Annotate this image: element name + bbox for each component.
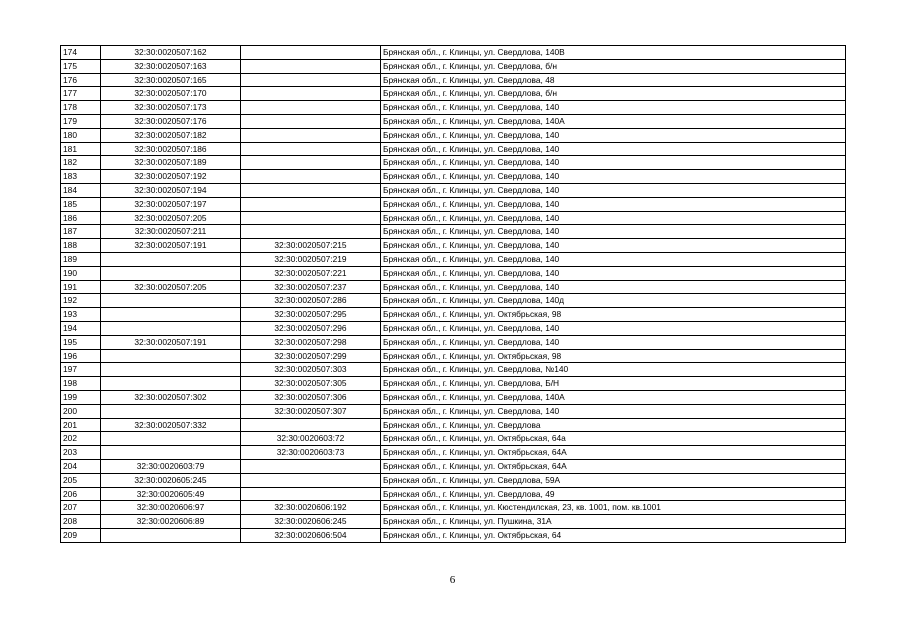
row-number-cell: 204: [61, 459, 101, 473]
address-cell: Брянская обл., г. Клинцы, ул. Свердлова, 140д: [381, 294, 846, 308]
table-row: [61, 349, 846, 363]
address-cell: Брянская обл., г. Клинцы, ул. Октябрьская, 64А: [381, 446, 846, 460]
address-cell: Брянская обл., г. Клинцы, ул. Кюстендилская, 23, кв. 1001, пом. кв.1001: [381, 501, 846, 515]
cadastral-number-cell: 32:30:0020507:191: [101, 239, 241, 253]
address-cell: Брянская обл., г. Клинцы, ул. Свердлова, 140А: [381, 114, 846, 128]
cadastral-number-2-cell: [241, 156, 381, 170]
cadastral-number-cell: [101, 308, 241, 322]
address-cell: Брянская обл., г. Клинцы, ул. Октябрьская, 98: [381, 308, 846, 322]
cadastral-number-2-cell: [241, 197, 381, 211]
cadastral-number-cell: [101, 432, 241, 446]
cadastral-number-2-cell: [241, 418, 381, 432]
row-number-cell: 197: [61, 363, 101, 377]
row-number-cell: 174: [61, 46, 101, 60]
cadastral-number-cell: 32:30:0020606:89: [101, 515, 241, 529]
address-cell: Брянская обл., г. Клинцы, ул. Октябрьская, 64: [381, 528, 846, 542]
address-cell: Брянская обл., г. Клинцы, ул. Свердлова: [381, 418, 846, 432]
cadastral-number-cell: 32:30:0020507:176: [101, 114, 241, 128]
row-number-cell: 193: [61, 308, 101, 322]
address-cell: Брянская обл., г. Клинцы, ул. Октябрьская, 64а: [381, 432, 846, 446]
cadastral-number-cell: 32:30:0020507:186: [101, 142, 241, 156]
cadastral-number-cell: [101, 528, 241, 542]
cadastral-number-2-cell: [241, 73, 381, 87]
table-row: [61, 363, 846, 377]
row-number-cell: 191: [61, 280, 101, 294]
row-number-cell: 189: [61, 252, 101, 266]
address-cell: Брянская обл., г. Клинцы, ул. Свердлова, 140В: [381, 46, 846, 60]
address-cell: Брянская обл., г. Клинцы, ул. Свердлова, 140: [381, 321, 846, 335]
row-number-cell: 209: [61, 528, 101, 542]
cadastral-number-2-cell: 32:30:0020507:303: [241, 363, 381, 377]
cadastral-number-2-cell: 32:30:0020603:73: [241, 446, 381, 460]
table-row: [61, 225, 846, 239]
address-cell: Брянская обл., г. Клинцы, ул. Свердлова, 59А: [381, 473, 846, 487]
address-cell: Брянская обл., г. Клинцы, ул. Свердлова, №140: [381, 363, 846, 377]
address-cell: Брянская обл., г. Клинцы, ул. Свердлова, 140: [381, 101, 846, 115]
table-row: [61, 101, 846, 115]
cadastral-number-2-cell: 32:30:0020507:296: [241, 321, 381, 335]
row-number-cell: 179: [61, 114, 101, 128]
address-cell: Брянская обл., г. Клинцы, ул. Свердлова, 140: [381, 128, 846, 142]
row-number-cell: 181: [61, 142, 101, 156]
row-number-cell: 178: [61, 101, 101, 115]
row-number-cell: 200: [61, 404, 101, 418]
cadastral-number-cell: 32:30:0020507:194: [101, 183, 241, 197]
row-number-cell: 175: [61, 59, 101, 73]
row-number-cell: 190: [61, 266, 101, 280]
table-row: [61, 266, 846, 280]
table-row: [61, 528, 846, 542]
address-cell: Брянская обл., г. Клинцы, ул. Свердлова, 140: [381, 170, 846, 184]
cadastral-number-2-cell: [241, 487, 381, 501]
table-row: [61, 390, 846, 404]
address-cell: Брянская обл., г. Клинцы, ул. Свердлова, 140: [381, 156, 846, 170]
table-row: [61, 59, 846, 73]
table-row: [61, 487, 846, 501]
address-cell: Брянская обл., г. Клинцы, ул. Свердлова, 140: [381, 335, 846, 349]
row-number-cell: 199: [61, 390, 101, 404]
cadastral-number-cell: 32:30:0020606:97: [101, 501, 241, 515]
cadastral-number-cell: 32:30:0020507:302: [101, 390, 241, 404]
table-row: [61, 128, 846, 142]
cadastral-number-2-cell: [241, 46, 381, 60]
row-number-cell: 186: [61, 211, 101, 225]
row-number-cell: 192: [61, 294, 101, 308]
cadastral-number-2-cell: [241, 101, 381, 115]
table-row: [61, 321, 846, 335]
cadastral-number-2-cell: [241, 211, 381, 225]
table-row: [61, 211, 846, 225]
cadastral-number-cell: 32:30:0020507:192: [101, 170, 241, 184]
cadastral-number-cell: 32:30:0020507:211: [101, 225, 241, 239]
row-number-cell: 207: [61, 501, 101, 515]
cadastral-number-2-cell: 32:30:0020507:295: [241, 308, 381, 322]
cadastral-number-cell: 32:30:0020603:79: [101, 459, 241, 473]
table-row: [61, 418, 846, 432]
address-cell: Брянская обл., г. Клинцы, ул. Свердлова, б/н: [381, 59, 846, 73]
row-number-cell: 176: [61, 73, 101, 87]
address-cell: Брянская обл., г. Клинцы, ул. Свердлова, 49: [381, 487, 846, 501]
row-number-cell: 188: [61, 239, 101, 253]
table-row: [61, 446, 846, 460]
cadastral-number-cell: [101, 377, 241, 391]
table-row: [61, 73, 846, 87]
cadastral-number-cell: 32:30:0020507:189: [101, 156, 241, 170]
row-number-cell: 184: [61, 183, 101, 197]
row-number-cell: 195: [61, 335, 101, 349]
cadastral-number-cell: [101, 252, 241, 266]
cadastral-number-2-cell: [241, 170, 381, 184]
address-cell: Брянская обл., г. Клинцы, ул. Октябрьская, 64А: [381, 459, 846, 473]
cadastral-number-cell: 32:30:0020507:205: [101, 211, 241, 225]
cadastral-number-2-cell: 32:30:0020507:299: [241, 349, 381, 363]
cadastral-number-2-cell: 32:30:0020507:237: [241, 280, 381, 294]
cadastral-number-cell: 32:30:0020507:165: [101, 73, 241, 87]
address-cell: Брянская обл., г. Клинцы, ул. Пушкина, 31А: [381, 515, 846, 529]
row-number-cell: 202: [61, 432, 101, 446]
cadastral-number-2-cell: [241, 114, 381, 128]
table-row: [61, 183, 846, 197]
cadastral-number-2-cell: [241, 87, 381, 101]
cadastral-number-2-cell: 32:30:0020507:219: [241, 252, 381, 266]
cadastral-number-2-cell: 32:30:0020603:72: [241, 432, 381, 446]
address-cell: Брянская обл., г. Клинцы, ул. Свердлова, 140: [381, 211, 846, 225]
address-cell: Брянская обл., г. Клинцы, ул. Свердлова, 48: [381, 73, 846, 87]
table-row: [61, 280, 846, 294]
address-cell: Брянская обл., г. Клинцы, ул. Свердлова, 140: [381, 197, 846, 211]
row-number-cell: 206: [61, 487, 101, 501]
cadastral-number-cell: [101, 404, 241, 418]
table-row: [61, 197, 846, 211]
table-row: [61, 46, 846, 60]
page-number: 6: [449, 574, 456, 586]
cadastral-number-cell: 32:30:0020507:182: [101, 128, 241, 142]
row-number-cell: 198: [61, 377, 101, 391]
table-row: [61, 142, 846, 156]
row-number-cell: 183: [61, 170, 101, 184]
cadastral-number-cell: 32:30:0020507:197: [101, 197, 241, 211]
row-number-cell: 194: [61, 321, 101, 335]
land-plots-table: [60, 45, 846, 543]
table-row: [61, 87, 846, 101]
table-row: [61, 308, 846, 322]
table-row: [61, 156, 846, 170]
address-cell: Брянская обл., г. Клинцы, ул. Свердлова, 140А: [381, 390, 846, 404]
cadastral-number-cell: [101, 266, 241, 280]
cadastral-number-2-cell: 32:30:0020507:298: [241, 335, 381, 349]
cadastral-number-cell: 32:30:0020507:162: [101, 46, 241, 60]
row-number-cell: 196: [61, 349, 101, 363]
table-row: [61, 473, 846, 487]
address-cell: Брянская обл., г. Клинцы, ул. Свердлова, 140: [381, 266, 846, 280]
cadastral-number-cell: 32:30:0020605:245: [101, 473, 241, 487]
table-row: [61, 377, 846, 391]
cadastral-number-2-cell: [241, 225, 381, 239]
cadastral-number-cell: 32:30:0020507:173: [101, 101, 241, 115]
cadastral-number-cell: [101, 349, 241, 363]
cadastral-number-2-cell: 32:30:0020507:305: [241, 377, 381, 391]
cadastral-number-2-cell: 32:30:0020606:504: [241, 528, 381, 542]
table-row: [61, 114, 846, 128]
cadastral-number-cell: [101, 363, 241, 377]
row-number-cell: 205: [61, 473, 101, 487]
row-number-cell: 203: [61, 446, 101, 460]
row-number-cell: 201: [61, 418, 101, 432]
row-number-cell: 182: [61, 156, 101, 170]
cadastral-number-cell: 32:30:0020507:163: [101, 59, 241, 73]
address-cell: Брянская обл., г. Клинцы, ул. Свердлова, 140: [381, 239, 846, 253]
cadastral-number-2-cell: [241, 128, 381, 142]
table-row: [61, 252, 846, 266]
address-cell: Брянская обл., г. Клинцы, ул. Свердлова, 140: [381, 404, 846, 418]
cadastral-number-2-cell: 32:30:0020606:245: [241, 515, 381, 529]
cadastral-number-cell: 32:30:0020507:332: [101, 418, 241, 432]
cadastral-number-2-cell: [241, 59, 381, 73]
cadastral-number-cell: 32:30:0020507:205: [101, 280, 241, 294]
cadastral-number-cell: 32:30:0020605:49: [101, 487, 241, 501]
cadastral-number-2-cell: 32:30:0020507:215: [241, 239, 381, 253]
address-cell: Брянская обл., г. Клинцы, ул. Свердлова, 140: [381, 252, 846, 266]
table-body: [61, 46, 846, 543]
cadastral-number-2-cell: [241, 473, 381, 487]
cadastral-number-cell: [101, 321, 241, 335]
table-row: [61, 515, 846, 529]
cadastral-number-cell: 32:30:0020507:170: [101, 87, 241, 101]
address-cell: Брянская обл., г. Клинцы, ул. Свердлова, б/н: [381, 87, 846, 101]
address-cell: Брянская обл., г. Клинцы, ул. Свердлова, 140: [381, 183, 846, 197]
table-row: [61, 170, 846, 184]
table-row: [61, 239, 846, 253]
cadastral-number-2-cell: [241, 183, 381, 197]
row-number-cell: 180: [61, 128, 101, 142]
cadastral-number-cell: [101, 294, 241, 308]
row-number-cell: 177: [61, 87, 101, 101]
address-cell: Брянская обл., г. Клинцы, ул. Свердлова, Б/Н: [381, 377, 846, 391]
table-row: [61, 501, 846, 515]
row-number-cell: 185: [61, 197, 101, 211]
table-row: [61, 432, 846, 446]
table-row: [61, 404, 846, 418]
cadastral-number-2-cell: [241, 459, 381, 473]
address-cell: Брянская обл., г. Клинцы, ул. Октябрьская, 98: [381, 349, 846, 363]
cadastral-number-2-cell: [241, 142, 381, 156]
row-number-cell: 187: [61, 225, 101, 239]
address-cell: Брянская обл., г. Клинцы, ул. Свердлова, 140: [381, 225, 846, 239]
table-row: [61, 459, 846, 473]
cadastral-number-cell: [101, 446, 241, 460]
cadastral-number-2-cell: 32:30:0020606:192: [241, 501, 381, 515]
row-number-cell: 208: [61, 515, 101, 529]
cadastral-number-2-cell: 32:30:0020507:221: [241, 266, 381, 280]
table-row: [61, 335, 846, 349]
cadastral-number-2-cell: 32:30:0020507:306: [241, 390, 381, 404]
cadastral-number-cell: 32:30:0020507:191: [101, 335, 241, 349]
cadastral-number-2-cell: 32:30:0020507:286: [241, 294, 381, 308]
table-row: [61, 294, 846, 308]
address-cell: Брянская обл., г. Клинцы, ул. Свердлова, 140: [381, 142, 846, 156]
address-cell: Брянская обл., г. Клинцы, ул. Свердлова, 140: [381, 280, 846, 294]
cadastral-number-2-cell: 32:30:0020507:307: [241, 404, 381, 418]
